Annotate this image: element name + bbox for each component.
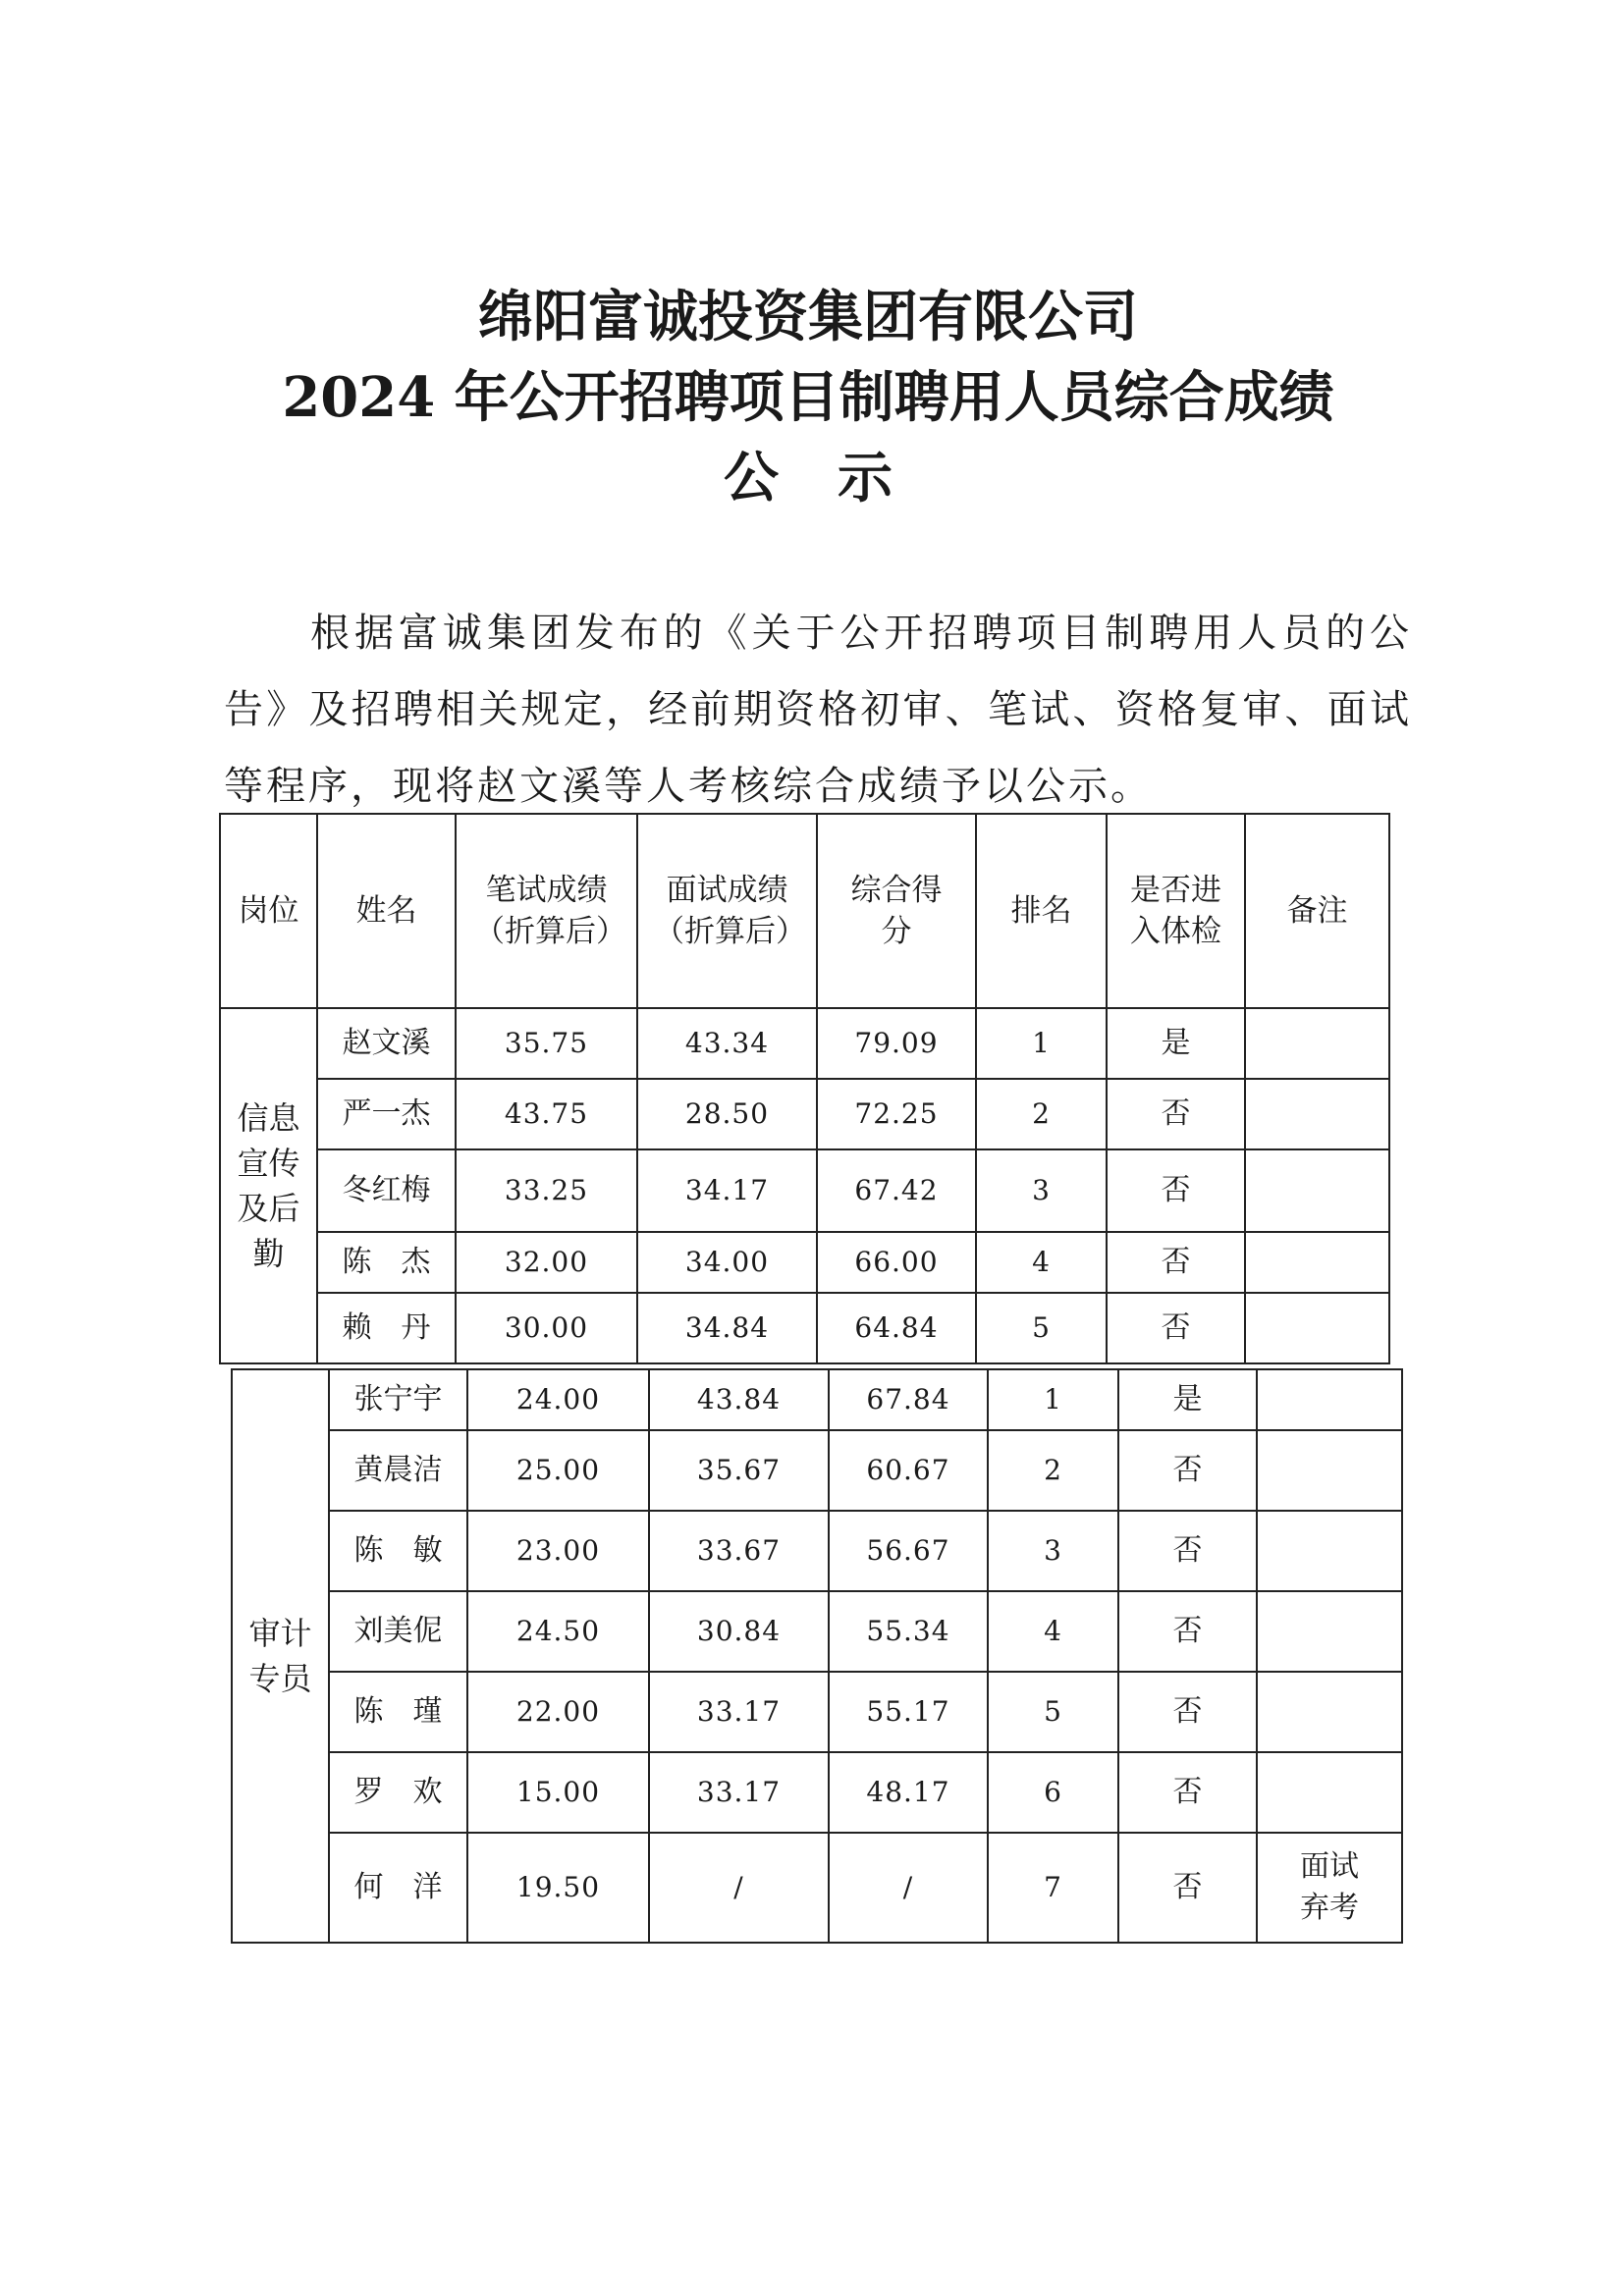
remark-label: 面试弃考 (1300, 1849, 1359, 1925)
cell-rank: 1 (988, 1369, 1118, 1430)
table-row (220, 1149, 1389, 1232)
cell-rank: 2 (976, 1079, 1107, 1149)
cell-interview: / (649, 1833, 829, 1943)
cell-written: 25.00 (467, 1430, 649, 1511)
cell-remark (1245, 1079, 1389, 1149)
cell-name: 冬红梅 (317, 1149, 456, 1232)
table-row (232, 1511, 1402, 1591)
position-label: 审计专员 (248, 1615, 312, 1697)
cell-total: 67.84 (829, 1369, 988, 1430)
cell-interview: 33.67 (649, 1511, 829, 1591)
cell-rank: 5 (988, 1672, 1118, 1752)
cell-interview: 43.34 (637, 1008, 817, 1079)
cell-name: 严一杰 (317, 1079, 456, 1149)
cell-written: 35.75 (456, 1008, 637, 1079)
cell-total: 72.25 (817, 1079, 976, 1149)
header-interview-label: 面试成绩（折算后） (654, 873, 806, 949)
cell-total: 55.34 (829, 1591, 988, 1672)
table-row (220, 1079, 1389, 1149)
group2-body (232, 1369, 1402, 1943)
cell-written: 24.50 (467, 1591, 649, 1672)
cell-remark (1245, 1008, 1389, 1079)
table-row (232, 1672, 1402, 1752)
cell-written: 30.00 (456, 1293, 637, 1363)
cell-total: 48.17 (829, 1752, 988, 1833)
cell-physical: 否 (1107, 1293, 1245, 1363)
cell-remark (1245, 1293, 1389, 1363)
cell-remark (1245, 1149, 1389, 1232)
title-company: 绵阳富诚投资集团有限公司 (478, 285, 1138, 349)
cell-interview: 33.17 (649, 1672, 829, 1752)
header-remark: 备注 (1245, 814, 1389, 1008)
cell-written: 22.00 (467, 1672, 649, 1752)
header-position: 岗位 (220, 814, 317, 1008)
cell-physical: 否 (1118, 1511, 1257, 1591)
table-row (232, 1752, 1402, 1833)
document-title (0, 277, 1624, 518)
cell-position (220, 1008, 317, 1363)
cell-remark (1257, 1511, 1402, 1591)
cell-remark (1257, 1430, 1402, 1511)
header-physical (1107, 814, 1245, 1008)
cell-total: 64.84 (817, 1293, 976, 1363)
cell-written: 33.25 (456, 1149, 637, 1232)
cell-remark (1257, 1752, 1402, 1833)
scores-table-group2 (231, 1368, 1403, 1944)
cell-interview: 33.17 (649, 1752, 829, 1833)
cell-interview: 30.84 (649, 1591, 829, 1672)
cell-written: 24.00 (467, 1369, 649, 1430)
cell-physical: 否 (1118, 1672, 1257, 1752)
cell-total: 79.09 (817, 1008, 976, 1079)
table-row (220, 1232, 1389, 1293)
cell-written: 15.00 (467, 1752, 649, 1833)
cell-total: / (829, 1833, 988, 1943)
cell-physical: 是 (1118, 1369, 1257, 1430)
cell-total: 67.42 (817, 1149, 976, 1232)
header-interview (637, 814, 817, 1008)
cell-written: 32.00 (456, 1232, 637, 1293)
cell-remark (1257, 1369, 1402, 1430)
cell-physical: 否 (1118, 1591, 1257, 1672)
header-row (220, 814, 1389, 1008)
cell-remark (1245, 1232, 1389, 1293)
cell-written: 19.50 (467, 1833, 649, 1943)
cell-remark (1257, 1591, 1402, 1672)
scores-table-group1 (219, 813, 1390, 1364)
cell-rank: 4 (976, 1232, 1107, 1293)
cell-name: 陈 敏 (329, 1511, 467, 1591)
cell-total: 56.67 (829, 1511, 988, 1591)
table-row (232, 1430, 1402, 1511)
cell-interview: 34.17 (637, 1149, 817, 1232)
cell-interview: 43.84 (649, 1369, 829, 1430)
cell-physical: 否 (1118, 1833, 1257, 1943)
header-rank: 排名 (976, 814, 1107, 1008)
cell-interview: 35.67 (649, 1430, 829, 1511)
header-total (817, 814, 976, 1008)
header-name: 姓名 (317, 814, 456, 1008)
cell-interview: 28.50 (637, 1079, 817, 1149)
intro-paragraph: 根据富诚集团发布的《关于公开招聘项目制聘用人员的公告》及招聘相关规定，经前期资格初审、笔试、资格复审、面试等程序，现将赵文溪等人考核综合成绩予以公示。 (224, 611, 1412, 809)
cell-interview: 34.84 (637, 1293, 817, 1363)
cell-name: 何 洋 (329, 1833, 467, 1943)
header-total-label: 综合得分 (850, 873, 943, 949)
cell-physical: 否 (1118, 1752, 1257, 1833)
cell-rank: 6 (988, 1752, 1118, 1833)
cell-position (232, 1369, 329, 1943)
cell-rank: 3 (988, 1511, 1118, 1591)
header-written (456, 814, 637, 1008)
cell-rank: 2 (988, 1430, 1118, 1511)
cell-physical: 是 (1107, 1008, 1245, 1079)
cell-written: 43.75 (456, 1079, 637, 1149)
cell-name: 陈 杰 (317, 1232, 456, 1293)
cell-name: 赵文溪 (317, 1008, 456, 1079)
cell-written: 23.00 (467, 1511, 649, 1591)
cell-name: 张宁宇 (329, 1369, 467, 1430)
table-row (220, 1293, 1389, 1363)
table-row (232, 1369, 1402, 1430)
cell-physical: 否 (1107, 1232, 1245, 1293)
cell-remark (1257, 1833, 1402, 1943)
cell-physical: 否 (1107, 1079, 1245, 1149)
cell-rank: 3 (976, 1149, 1107, 1232)
cell-name: 陈 瑾 (329, 1672, 467, 1752)
cell-rank: 5 (976, 1293, 1107, 1363)
title-notice: 公示 (724, 446, 951, 510)
group1-body (220, 1008, 1389, 1363)
position-label: 信息宣传及后勤 (237, 1099, 300, 1272)
cell-interview: 34.00 (637, 1232, 817, 1293)
cell-name: 黄晨洁 (329, 1430, 467, 1511)
cell-physical: 否 (1118, 1430, 1257, 1511)
cell-remark (1257, 1672, 1402, 1752)
table-row (232, 1833, 1402, 1943)
cell-name: 罗 欢 (329, 1752, 467, 1833)
cell-rank: 1 (976, 1008, 1107, 1079)
cell-total: 55.17 (829, 1672, 988, 1752)
cell-physical: 否 (1107, 1149, 1245, 1232)
table-row (220, 1008, 1389, 1079)
cell-rank: 4 (988, 1591, 1118, 1672)
cell-rank: 7 (988, 1833, 1118, 1943)
title-subtitle: 2024 年公开招聘项目制聘用人员综合成绩 (282, 365, 1334, 430)
cell-total: 60.67 (829, 1430, 988, 1511)
header-written-label: 笔试成绩（折算后） (474, 873, 626, 949)
cell-total: 66.00 (817, 1232, 976, 1293)
cell-name: 刘美伲 (329, 1591, 467, 1672)
cell-name: 赖 丹 (317, 1293, 456, 1363)
header-physical-label: 是否进入体检 (1130, 873, 1221, 949)
table-row (232, 1591, 1402, 1672)
